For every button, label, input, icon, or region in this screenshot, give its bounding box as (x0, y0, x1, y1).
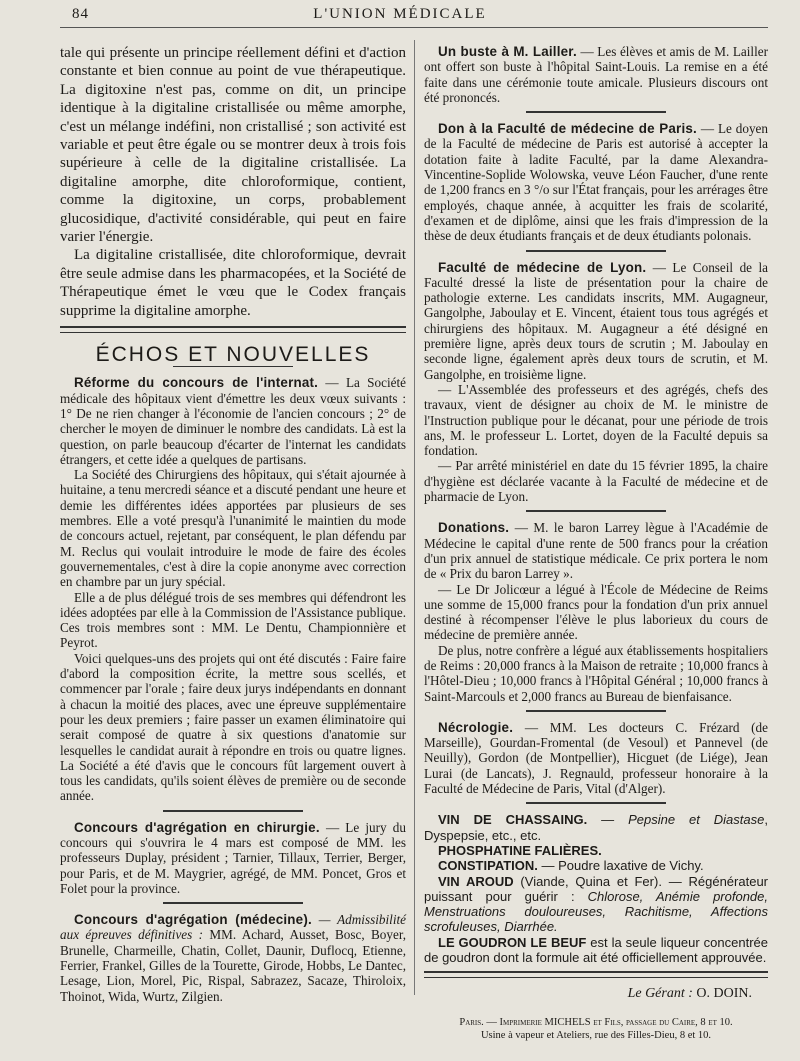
section-rule (60, 326, 406, 333)
printer-line-1: Paris. — Imprimerie MICHELS et Fils, passage du Caire, 8 et 10. (459, 1016, 733, 1028)
donations-paragraph-3: De plus, notre confrère a légué aux établissements hospitaliers de Reims : 20,000 francs à la Maison de retraite ; 10,000 francs à l'Hôtel-Dieu ; 10,000 francs à l'Hôpital Général ; 10,000 francs à Saint-Marcouls et 2,000 francs au Bureau de bienfaisance. (424, 642, 768, 704)
article-rule (163, 810, 303, 812)
article-rule (526, 250, 666, 252)
header-rule (60, 27, 768, 28)
lyon-paragraph-2: — L'Assemblée des professeurs et des agrégés, chefs des travaux, vient de désigner au choix de M. le ministre de l'Instruction publique pour le décanat, pour une période de trois ans, M. le professeur L. Lortet, doyen de la Faculté depuis sa fondation. (424, 381, 768, 459)
article-buste (424, 44, 768, 105)
printer-imprint (424, 1016, 768, 1042)
intro-article (60, 44, 406, 320)
article-rule (526, 802, 666, 804)
chirurgie-heading: Concours d'agrégation en chirurgie. (74, 819, 320, 835)
buste-body: — Les élèves et amis de M. Lailler ont offert son buste à l'hôpital Saint-Louis. La remise en a été faite dans une cérémonie toute amicale. Plusieurs discours ont été prononcés. (424, 44, 769, 105)
don-heading: Don à la Faculté de médecine de Paris. (438, 121, 697, 137)
internat-paragraph-1: — La Société médicale des hôpitaux vient d'émettre les deux vœux suivants : 1° De ne rien changer à l'économie de l'ancien concours ; 2° de chercher le moyen de diminuer le nombre des candidats. Là est la question, on parle beaucoup d'écarter de l'internat les candidats étrangers, et cette idée a quelques de partisans. (60, 375, 406, 467)
necrologie-body: — MM. Les docteurs C. Frézard (de Marseille), Gourdan-Fromental (de Vesoul) et Pannevel (de Neuilly), Gordon (de Montpellier), Hicguet (de Liége), Jean Lurai (de Lancats), J. Regnauld, professeur honoraire à la Faculté de Médecine de Paris, Vital (d'Alger). (424, 719, 768, 797)
ad-constipation: CONSTIPATION. — Poudre laxative de Vichy. (438, 858, 704, 874)
article-agregation-medecine (60, 912, 406, 1004)
running-title: L'UNION MÉDICALE (313, 6, 487, 22)
section-title: ÉCHOS ET NOUVELLES (95, 343, 371, 367)
donations-heading: Donations. (438, 520, 510, 536)
internat-heading: Réforme du concours de l'internat. (74, 375, 319, 391)
lyon-paragraph-3: — Par arrêté ministériel en date du 15 février 1895, la chaire d'hygiène est déclarée vacante à la Faculté de médecine et de pharmacie de Lyon. (424, 458, 768, 505)
internat-paragraph-3: Elle a de plus délégué trois de ses membres qui défendront les idées adoptées par elle à la Commission de l'Assistance publique. Ces trois membres sont : MM. Le Dentu, Championnière et Peyrot. (60, 589, 406, 651)
don-body: — Le doyen de la Faculté de médecine de Paris est autorisé à accepter la dotation faite à ladite Faculté, par la dame Alexandra-Vincentine-Soplide Wolowska, veuve Léon Faucher, d'une rente de 1,200 francs en 3 °/o sur l'État français, pour les arrérages être employés, chaque année, à acquitter les frais de scolarité, d'examen et de diplôme, ainsi que les frais d'impression de la thèse de deux étudiants français et de deux étudiants polonais. (424, 121, 768, 244)
chirurgie-body: — Le jury du concours qui s'ouvrira le 4 mars est composé de MM. les professeurs Duplay, président ; Tarnier, Tillaux, Terrier, Berger, pour Paris, et de M. Maygrier, agrégé, de MM. Poncet, Gros et Folet pour la province. (60, 819, 406, 896)
footer-rule (424, 971, 768, 978)
article-don-faculte (424, 121, 768, 243)
column-divider (414, 40, 415, 995)
article-donations (424, 520, 768, 704)
article-agregation-chirurgie (60, 820, 406, 896)
article-internat (60, 375, 406, 803)
article-rule (526, 710, 666, 712)
necrologie-heading: Nécrologie. (438, 719, 514, 735)
article-rule (526, 510, 666, 512)
medecine-body: MM. Achard, Ausset, Bosc, Boyer, Brunelle, Charmeille, Chatin, Collet, Daunir, Duflocq, Etienne, Ferrier, Frankel, Gilles de la Tourette, Girode, Hobbs, Le Dantec, Lesage, Lion, Morel, Pic, Rispal, Sabrazez, Sacaze, Thiroloix, Thoinot, Wida, Wurtz, Zilgien. (60, 927, 406, 1004)
donations-paragraph-2: — Le Dr Jolicœur a légué à l'École de Médecine de Reims une somme de 15,000 francs pour la fondation d'un prix annuel destiné à récompenser l'élève le plus laborieux du cours de médecine de première année. (424, 581, 768, 643)
ad-goudron: LE GOUDRON LE BEUF est la seule liqueur concentrée de goudron dont la formule ait été officiellement approuvée. (424, 934, 768, 966)
internat-paragraph-4: Voici quelques-uns des projets qui ont été discutés : Faire faire d'abord la composition écrite, la mettre sous scellés, et commencer par l'orale ; faire deux jurys indépendants en donnant à chacun la moitié des places, avec une épreuve supplémentaire pour les deux premiers ; faire passer un examen éliminatoire qui serait composé de quatre à six questions d'anatomie sur lesquelles le candidat aurait à répondre en trois ou quatre lignes. La Société a été d'avis que le concours fût largement ouvert à tous les candidats, qu'ils soient élèves de première ou de seconde année. (60, 650, 406, 804)
left-column (60, 44, 406, 1004)
ad-phosphatine: PHOSPHATINE FALIÈRES. (438, 842, 602, 858)
article-rule (526, 111, 666, 113)
lyon-paragraph-1: — Le Conseil de la Faculté dressé la liste de présentation pour la chaire de pathologie externe. Les candidats inscrits, MM. Augagneur, Gangolphe, Jaboulay et E. Vincent, étaient tous tous agrégés et chirurgiens des hôpitaux. M. Augagneur a été désigné en première ligne, après deux tours de scrutin ; M. Jaboulay en seconde ligne, également après deux tours de scrutin, et M. Gangolphe, en troisième ligne. (424, 259, 768, 382)
donations-paragraph-1: — M. le baron Larrey lègue à l'Académie de Médecine le capital d'une rente de 500 francs pour la création d'un prix annuel de statistique médicale. Ce prix portera le nom de « Prix du baron Larrey ». (424, 520, 768, 582)
article-rule (163, 902, 303, 904)
article-lyon (424, 260, 768, 505)
intro-paragraph-2: La digitaline cristallisée, dite chloroformique, devrait être seule admise dans les pharmacopées, et la Société de Thérapeutique émet le vœu que le Codex français supprime la digitaline amorphe. (60, 247, 406, 319)
page-number: 84 (72, 6, 89, 22)
ad-vin-aroud: VIN AROUD (Viande, Quina et Fer). — Régénérateur puissant pour guérir : Chlorose, Anémie profonde, Menstruations douloureuses, Rachitisme, Affections scrofuleuses, Diarrhée. (424, 873, 769, 935)
article-necrologie (424, 720, 768, 796)
advertisements (424, 812, 768, 965)
right-column (424, 44, 768, 1042)
internat-paragraph-2: La Société des Chirurgiens des hôpitaux, qui s'était ajournée à huitaine, a tenu mercredi séance et a discuté pendant une heure et demie les différentes idées apportées par plusieurs de ses membres. Elle a voté presqu'à l'unanimité le maintien du mode de concours actuel, rejetant, par conséquent, le plan défendu par M. Reclus qui voulait introduire le mode de faire des écoles gouvernementales, c'est à dire la copie anonyme avec correction en chambre par un jury spécial. (60, 467, 406, 590)
lyon-heading: Faculté de médecine de Lyon. (438, 259, 647, 275)
medecine-admissibility: — Admissibilité aux épreuves définitives : (60, 912, 406, 943)
printer-line-2: Usine à vapeur et Ateliers, rue des Filles-Dieu, 8 et 10. (480, 1029, 712, 1041)
section-title-rule (173, 366, 293, 367)
medecine-heading: Concours d'agrégation (médecine). (74, 912, 312, 928)
ad-vin-chassaing: VIN DE CHASSAING. — Pepsine et Diastase, Dyspepsie, etc., etc. (424, 812, 768, 843)
gerant-line: Le Gérant : O. DOIN. (627, 986, 752, 1002)
buste-heading: Un buste à M. Lailler. (438, 44, 577, 59)
intro-paragraph-1: tale qui présente un principe réellement défini et d'action constante et bien connue au point de vue thérapeutique. La digitoxine n'est pas, comme on dit, un principe identique à la digitaline cristallisée ou même amorphe, c'est un mélange indéfini, non cristallisé ; son activité est variable et peut être égale ou se montrer deux à trois fois supérieure à celle de la digitaline cristallisée. La digitaline amorphe, dite chloroformique, contient, comme la digitoxine, un corps, probablement glucosidique, d'activité considérable, qui peut en faire varier l'énergie. (60, 45, 406, 246)
